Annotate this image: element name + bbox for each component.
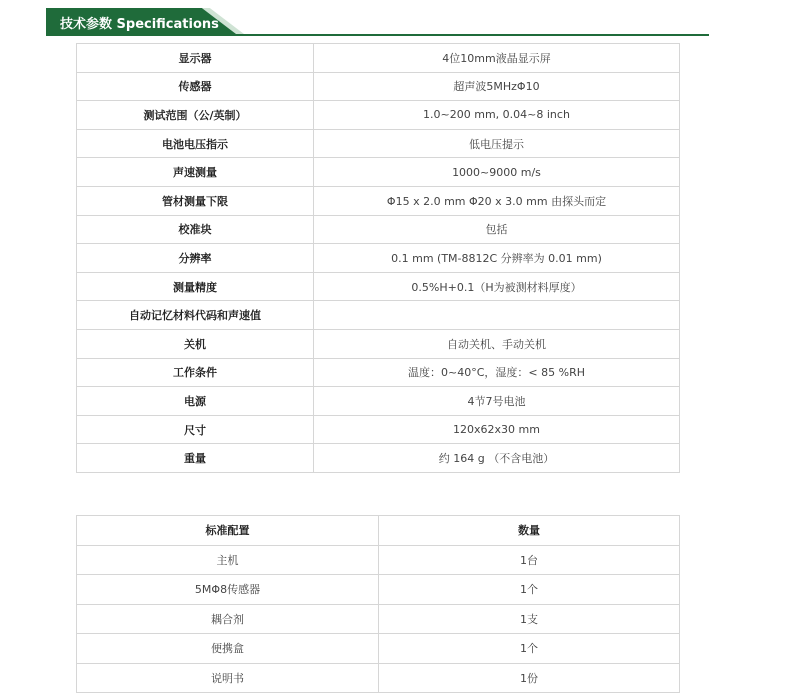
table-row <box>77 101 680 130</box>
spec-label: 传感器 <box>77 72 314 101</box>
table-row <box>77 604 680 634</box>
table-row <box>77 415 680 444</box>
config-item: 耦合剂 <box>77 604 379 634</box>
table-row <box>77 158 680 187</box>
spec-value: 0.5%H+0.1（H为被测材料厚度） <box>314 272 680 301</box>
table-row <box>77 575 680 605</box>
spec-label: 测试范围（公/英制） <box>77 101 314 130</box>
spec-value <box>314 301 680 330</box>
table-row <box>77 545 680 575</box>
spec-label: 管材测量下限 <box>77 186 314 215</box>
spec-label: 关机 <box>77 329 314 358</box>
table-row <box>77 129 680 158</box>
spec-value: 超声波5MHzΦ10 <box>314 72 680 101</box>
config-header-item: 标准配置 <box>77 516 379 546</box>
config-item: 主机 <box>77 545 379 575</box>
spec-label: 尺寸 <box>77 415 314 444</box>
spec-label: 分辨率 <box>77 244 314 273</box>
spec-label: 电源 <box>77 387 314 416</box>
config-qty: 1台 <box>379 545 680 575</box>
spec-value: 1000~9000 m/s <box>314 158 680 187</box>
spec-value: 4位10mm液晶显示屏 <box>314 44 680 73</box>
config-item: 5MΦ8传感器 <box>77 575 379 605</box>
spec-value: 1.0~200 mm, 0.04~8 inch <box>314 101 680 130</box>
spec-value: 0.1 mm (TM-8812C 分辨率为 0.01 mm) <box>314 244 680 273</box>
config-table <box>76 515 680 693</box>
section-header <box>46 8 709 36</box>
table-row <box>77 634 680 664</box>
table-row <box>77 301 680 330</box>
spec-value: 自动关机、手动关机 <box>314 329 680 358</box>
config-qty: 1支 <box>379 604 680 634</box>
table-row <box>77 244 680 273</box>
table-row <box>77 444 680 473</box>
table-row <box>77 663 680 693</box>
spec-label: 工作条件 <box>77 358 314 387</box>
config-qty: 1份 <box>379 663 680 693</box>
config-item: 说明书 <box>77 663 379 693</box>
config-item: 便携盒 <box>77 634 379 664</box>
spec-value: 温度：0~40°C，湿度：< 85 %RH <box>314 358 680 387</box>
config-header-qty: 数量 <box>379 516 680 546</box>
table-row <box>77 72 680 101</box>
table-row <box>77 358 680 387</box>
header-rule <box>46 34 709 36</box>
table-row <box>77 272 680 301</box>
spec-value: 包括 <box>314 215 680 244</box>
table-row <box>77 44 680 73</box>
table-row <box>77 186 680 215</box>
spec-label: 重量 <box>77 444 314 473</box>
table-header-row <box>77 516 680 546</box>
spec-label: 电池电压指示 <box>77 129 314 158</box>
spec-label: 声速测量 <box>77 158 314 187</box>
spec-label: 测量精度 <box>77 272 314 301</box>
spec-label: 校准块 <box>77 215 314 244</box>
config-qty: 1个 <box>379 575 680 605</box>
spec-value: 低电压提示 <box>314 129 680 158</box>
table-row <box>77 387 680 416</box>
spec-value: 约 164 g （不含电池） <box>314 444 680 473</box>
section-title: 技术参数 Specifications <box>60 17 219 32</box>
table-row <box>77 215 680 244</box>
spec-value: Φ15 x 2.0 mm Φ20 x 3.0 mm 由探头而定 <box>314 186 680 215</box>
spec-value: 120x62x30 mm <box>314 415 680 444</box>
table-row <box>77 329 680 358</box>
spec-value: 4节7号电池 <box>314 387 680 416</box>
spec-label: 显示器 <box>77 44 314 73</box>
config-qty: 1个 <box>379 634 680 664</box>
spec-table <box>76 43 680 473</box>
spec-label: 自动记忆材料代码和声速值 <box>77 301 314 330</box>
